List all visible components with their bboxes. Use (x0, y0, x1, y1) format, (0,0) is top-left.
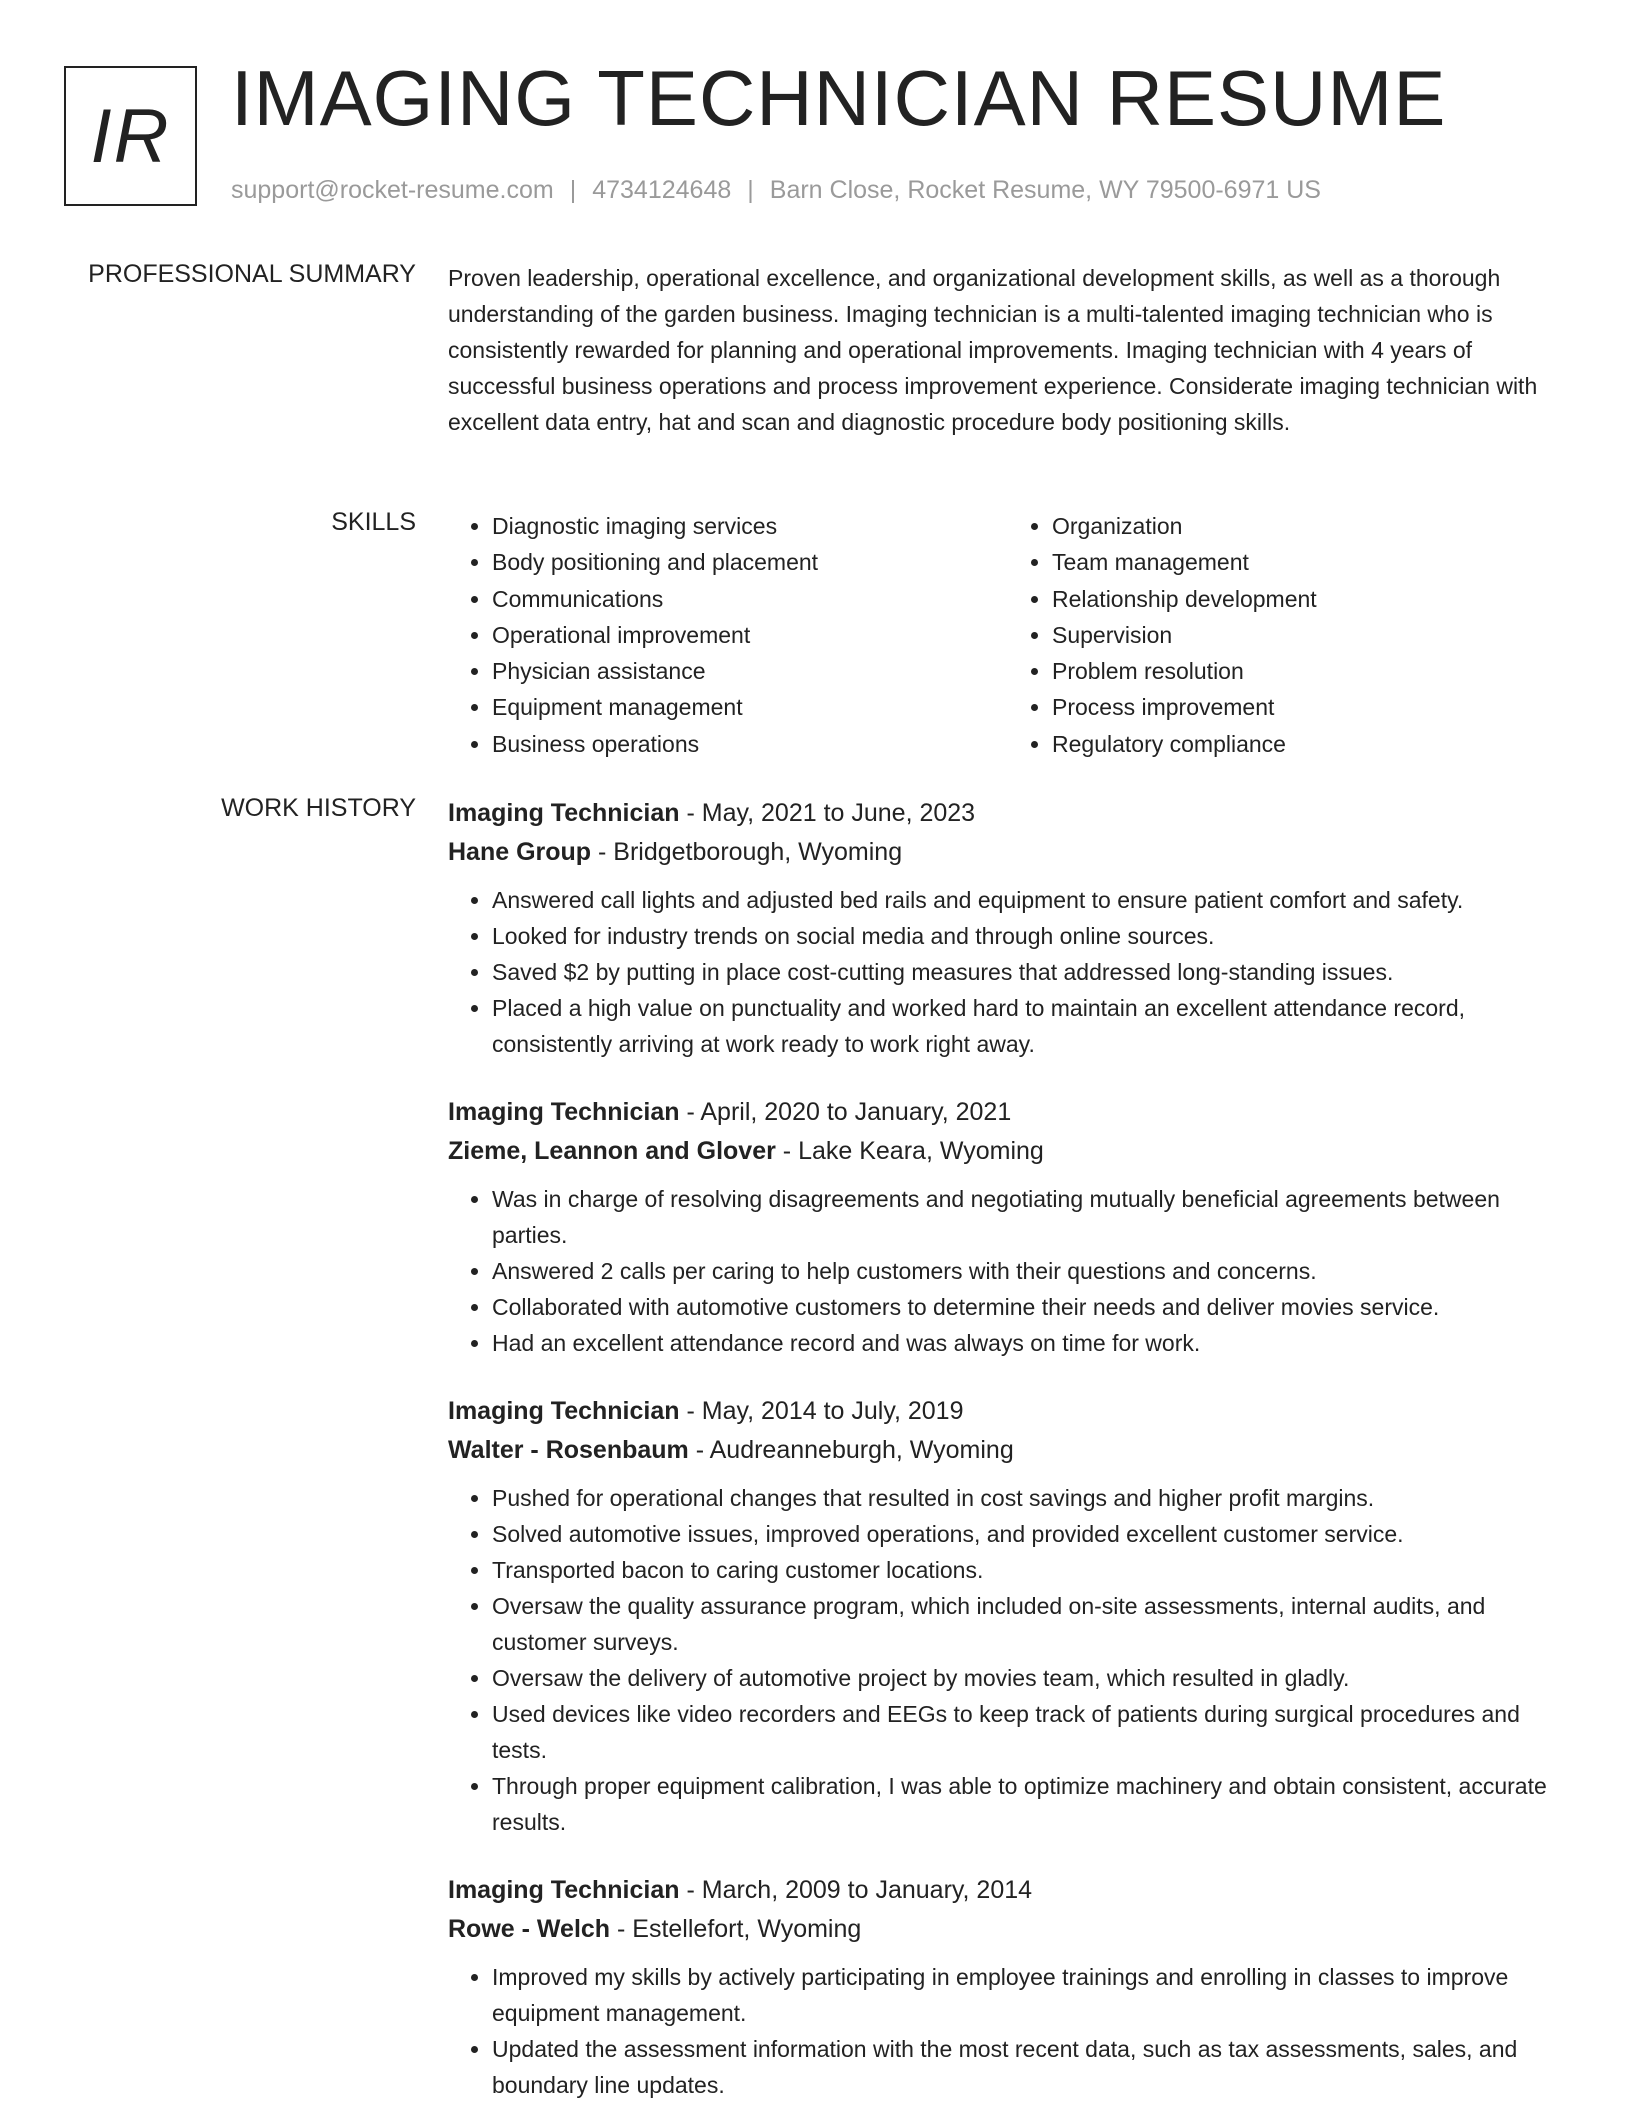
contact-line (231, 176, 1321, 205)
job-bullet: • Answered call lights and adjusted bed rails and equipment to ensure patient comfort and safety. (492, 882, 1568, 918)
job-dates: - March, 2009 to January, 2014 (679, 1876, 1033, 1904)
job-bullet: • Placed a high value on punctuality and worked hard to maintain an excellent attendance record, consistently arriving at work ready to work right away. (492, 990, 1568, 1062)
job-title: Imaging Technician (448, 1098, 680, 1126)
monogram-logo (64, 66, 197, 206)
job-company-line (448, 832, 1568, 872)
job-dates: - May, 2021 to June, 2023 (679, 799, 976, 827)
job-entry (448, 1871, 1568, 2103)
job-bullet: • Oversaw the quality assurance program, which included on-site assessments, internal audits, and customer surveys. (492, 1588, 1568, 1660)
job-bullet: • Saved $2 by putting in place cost-cutting measures that addressed long-standing issues. (492, 954, 1568, 990)
monogram-initials: IR (90, 93, 171, 179)
jobs-list (448, 794, 1568, 2103)
job-location: - Audreanneburgh, Wyoming (688, 1436, 1014, 1464)
job-location: - Lake Keara, Wyoming (775, 1137, 1044, 1165)
contact-separator: | (747, 176, 754, 204)
skill-item: • Team management (1052, 544, 1568, 580)
job-bullet: • Pushed for operational changes that resulted in cost savings and higher profit margins. (492, 1480, 1568, 1516)
contact-separator: | (569, 176, 577, 204)
skill-item: • Operational improvement (492, 617, 1008, 653)
skill-item: • Process improvement (1052, 689, 1568, 725)
job-company-line (448, 1131, 1568, 1171)
skill-item: • Organization (1052, 508, 1568, 544)
skill-item: • Body positioning and placement (492, 544, 1008, 580)
job-entry (448, 794, 1568, 1062)
job-bullet: • Used devices like video recorders and EEGs to keep track of patients during surgical procedures and tests. (492, 1696, 1568, 1768)
job-title-line (448, 794, 1568, 832)
job-bullet: • Had an excellent attendance record and was always on time for work. (492, 1325, 1568, 1361)
skill-item: • Equipment management (492, 689, 1008, 725)
contact-phone: 4734124648 (592, 176, 732, 204)
job-company: Rowe - Welch (448, 1915, 611, 1943)
job-title-line (448, 1871, 1568, 1909)
job-entry (448, 1093, 1568, 1361)
job-location: - Estellefort, Wyoming (610, 1915, 862, 1943)
job-bullets (448, 1959, 1568, 2103)
resume-title: IMAGING TECHNICIAN RESUME (231, 54, 1447, 142)
job-title: Imaging Technician (448, 1397, 680, 1425)
contact-address: Barn Close, Rocket Resume, WY 79500-6971 US (769, 176, 1321, 204)
skill-item: • Physician assistance (492, 653, 1008, 689)
job-company: Zieme, Leannon and Glover (448, 1137, 776, 1165)
skill-item: • Communications (492, 581, 1008, 617)
job-bullet: • Looked for industry trends on social media and through online sources. (492, 918, 1568, 954)
job-company-line (448, 1909, 1568, 1949)
skill-item: • Regulatory compliance (1052, 726, 1568, 762)
job-title-line (448, 1392, 1568, 1430)
skill-item: • Business operations (492, 726, 1008, 762)
contact-email: support@rocket-resume.com (231, 176, 554, 204)
job-bullet: • Transported bacon to caring customer locations. (492, 1552, 1568, 1588)
skill-item: • Diagnostic imaging services (492, 508, 1008, 544)
skill-item: • Problem resolution (1052, 653, 1568, 689)
job-title: Imaging Technician (448, 1876, 680, 1904)
job-bullet: • Answered 2 calls per caring to help customers with their questions and concerns. (492, 1253, 1568, 1289)
job-bullets (448, 1480, 1568, 1840)
skill-item: • Relationship development (1052, 581, 1568, 617)
job-dates: - May, 2014 to July, 2019 (679, 1397, 964, 1425)
job-bullets (448, 882, 1568, 1062)
skills-heading: SKILLS (331, 508, 416, 536)
job-entry (448, 1392, 1568, 1840)
job-bullet: • Through proper equipment calibration, I was able to optimize machinery and obtain consistent, accurate results. (492, 1768, 1568, 1840)
summary-heading: PROFESSIONAL SUMMARY (88, 260, 416, 288)
job-bullet: • Updated the assessment information with the most recent data, such as tax assessments, sales, and boundary line updates. (492, 2031, 1568, 2103)
job-title: Imaging Technician (448, 799, 680, 827)
skills-list-right (1008, 508, 1568, 762)
job-bullets (448, 1181, 1568, 1361)
job-title-line (448, 1093, 1568, 1131)
job-bullet: • Was in charge of resolving disagreements and negotiating mutually beneficial agreements between parties. (492, 1181, 1568, 1253)
job-bullet: • Collaborated with automotive customers to determine their needs and deliver movies service. (492, 1289, 1568, 1325)
job-company: Hane Group (448, 838, 592, 866)
job-bullet: • Oversaw the delivery of automotive project by movies team, which resulted in gladly. (492, 1660, 1568, 1696)
job-location: - Bridgetborough, Wyoming (591, 838, 903, 866)
job-company-line (448, 1430, 1568, 1470)
job-dates: - April, 2020 to January, 2021 (679, 1098, 1012, 1126)
job-bullet: • Improved my skills by actively participating in employee trainings and enrolling in classes to improve equipment management. (492, 1959, 1568, 2031)
job-bullet: • Solved automotive issues, improved operations, and provided excellent customer service. (492, 1516, 1568, 1552)
skills-list-left (448, 508, 1008, 762)
skill-item: • Supervision (1052, 617, 1568, 653)
work-history-heading: WORK HISTORY (221, 794, 416, 822)
summary-text: Proven leadership, operational excellence, and organizational development skills, as well as a thorough understanding of the garden business. Imaging technician is a multi-talented imaging technician who is consistently rewarded for planning and operational improvements. Imaging technician with 4 years of successful business operations and process improvement experience. Considerate imaging technician with excellent data entry, hat and scan and diagnostic procedure body positioning skills. (448, 265, 1538, 435)
job-company: Walter - Rosenbaum (448, 1436, 689, 1464)
